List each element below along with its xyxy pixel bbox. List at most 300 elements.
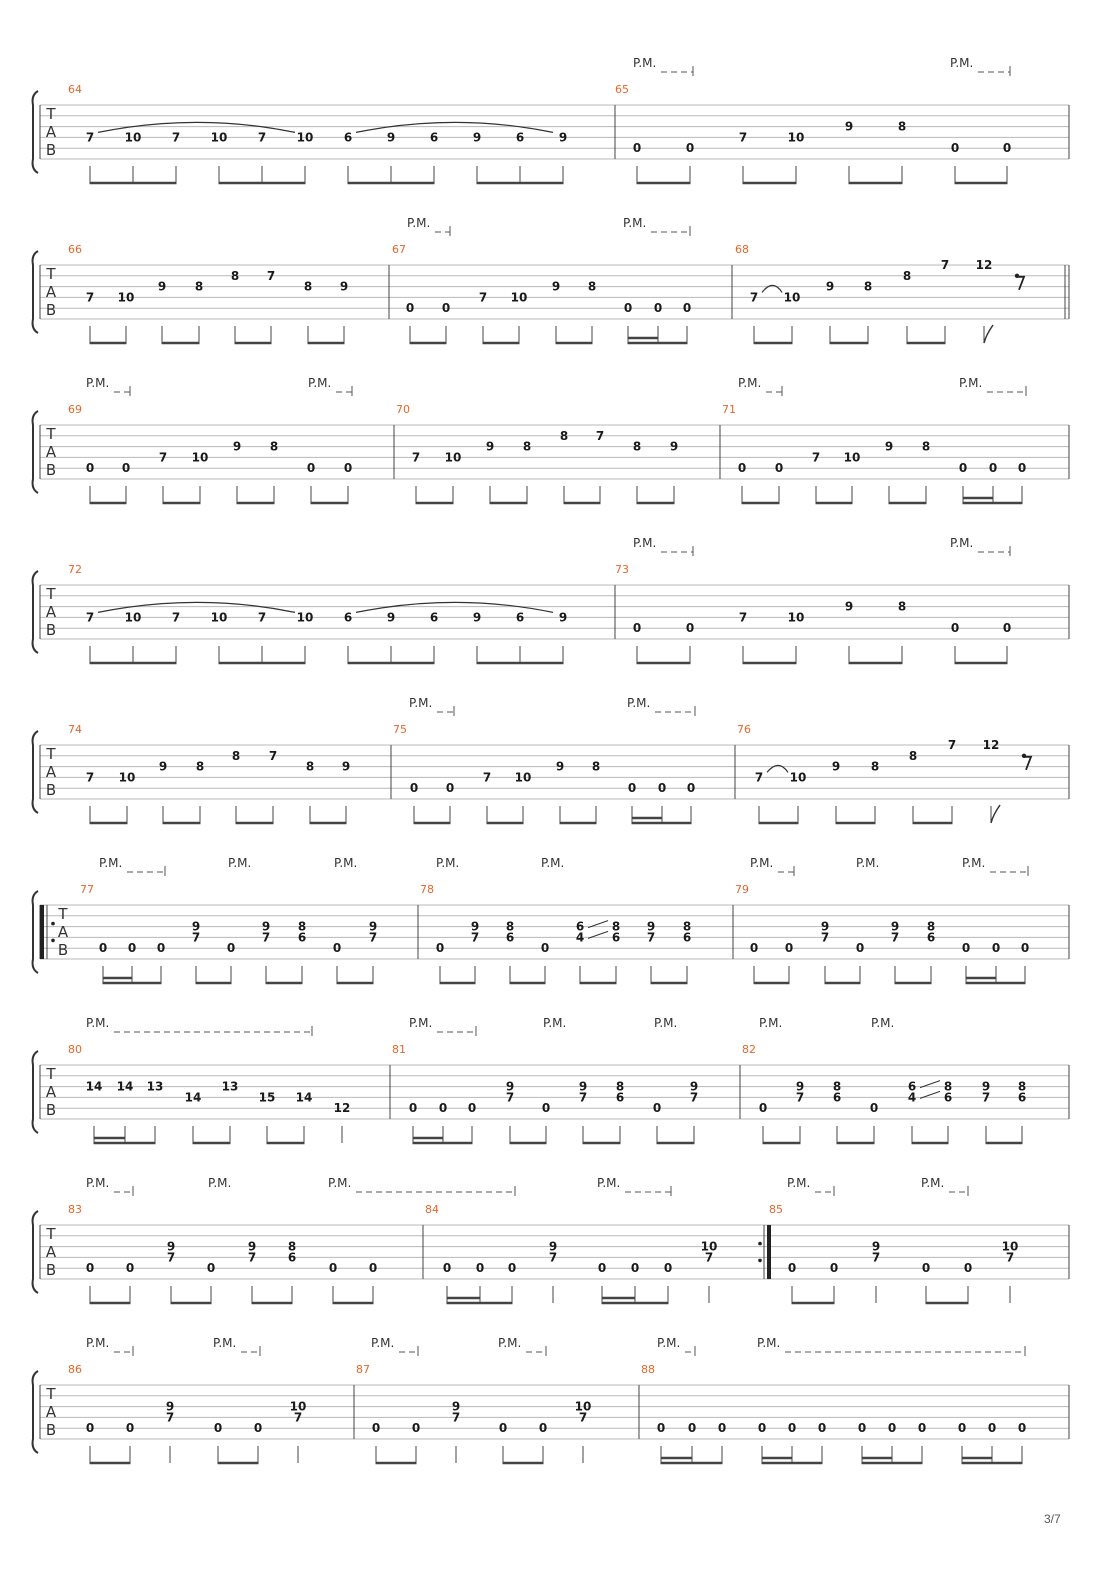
- fret-number: 9: [669, 439, 679, 454]
- eighth-rest-dot: [1015, 274, 1019, 278]
- measure-number: 81: [392, 1043, 406, 1056]
- fret-number: 9: [558, 130, 568, 145]
- fret-number: 0: [1017, 461, 1027, 476]
- fret-number: 9: [548, 1239, 558, 1254]
- fret-number: 9: [341, 759, 351, 774]
- fret-number: 7: [505, 1090, 515, 1105]
- fret-number: 0: [630, 1261, 640, 1276]
- fret-number: 10: [700, 1239, 718, 1254]
- fret-number: 14: [116, 1079, 134, 1094]
- tab-clef-letter: B: [45, 461, 57, 479]
- palm-mute-label: P.M.: [871, 1016, 895, 1030]
- fret-number: 7: [191, 930, 201, 945]
- tab-system: [33, 856, 1069, 983]
- measure-number: 77: [80, 883, 94, 896]
- tab-clef-letter: T: [58, 905, 68, 923]
- measure-number: 65: [615, 83, 629, 96]
- palm-mute-label: P.M.: [597, 1176, 621, 1190]
- fret-number: 6: [287, 1250, 297, 1265]
- fret-number: 0: [887, 1421, 897, 1436]
- fret-number: 0: [538, 1421, 548, 1436]
- tab-clef-letter: T: [46, 1385, 56, 1403]
- fret-number: 10: [1001, 1239, 1019, 1254]
- repeat-dot: [51, 939, 55, 943]
- fret-number: 0: [657, 781, 667, 796]
- palm-mute-label: P.M.: [409, 1016, 433, 1030]
- repeat-end-thick-bar: [767, 1225, 771, 1279]
- fret-number: 0: [987, 1421, 997, 1436]
- system-brace: [33, 251, 38, 333]
- note-flag: [984, 325, 993, 343]
- palm-mute-label: P.M.: [950, 56, 974, 70]
- measure-number: 83: [68, 1203, 82, 1216]
- palm-mute-label: P.M.: [86, 376, 110, 390]
- fret-number: 7: [689, 1090, 699, 1105]
- tab-system: [33, 696, 1069, 823]
- fret-number: 7: [85, 130, 95, 145]
- system-brace: [33, 1051, 38, 1133]
- measure-number: 71: [722, 403, 736, 416]
- fret-number: 9: [578, 1079, 588, 1094]
- palm-mute-label: P.M.: [921, 1176, 945, 1190]
- measure-number: 72: [68, 563, 82, 576]
- fret-number: 6: [615, 1090, 625, 1105]
- fret-number: 8: [611, 919, 621, 934]
- fret-number: 0: [758, 1101, 768, 1116]
- palm-mute-label: P.M.: [541, 856, 565, 870]
- fret-number: 6: [505, 930, 515, 945]
- tab-clef-letter: T: [46, 425, 56, 443]
- fret-number: 7: [1005, 1250, 1015, 1265]
- fret-number: 12: [975, 258, 993, 272]
- fret-number: 0: [441, 301, 451, 316]
- fret-number: 9: [646, 919, 656, 934]
- measure-number: 88: [641, 1363, 655, 1376]
- fret-number: 0: [685, 621, 695, 636]
- fret-number: 8: [194, 279, 204, 294]
- palm-mute-label: P.M.: [86, 1016, 110, 1030]
- fret-number: 0: [253, 1421, 263, 1436]
- repeat-start-thick-bar: [40, 905, 44, 959]
- fret-number: 0: [737, 461, 747, 476]
- fret-number: 14: [85, 1079, 103, 1094]
- fret-number: 8: [231, 748, 241, 763]
- tab-clef-letter: A: [45, 1403, 57, 1421]
- fret-number: 0: [950, 141, 960, 156]
- fret-number: 7: [158, 450, 168, 465]
- fret-number: 10: [787, 610, 805, 625]
- fret-number: 0: [652, 1101, 662, 1116]
- fret-number: 0: [1002, 621, 1012, 636]
- palm-mute-label: P.M.: [627, 696, 651, 710]
- fret-number: 7: [257, 610, 267, 625]
- fret-number: 9: [472, 130, 482, 145]
- tab-clef-letter: B: [57, 941, 69, 959]
- fret-number: 9: [472, 610, 482, 625]
- tab-clef-letter: A: [45, 603, 57, 621]
- tab-clef-letter: T: [46, 265, 56, 283]
- palm-mute-label: P.M.: [750, 856, 774, 870]
- fret-number: 0: [1002, 141, 1012, 156]
- fret-number: 7: [451, 1410, 461, 1425]
- note-flag: [991, 805, 1000, 823]
- fret-number: 8: [908, 748, 918, 763]
- tab-clef-letter: B: [45, 1101, 57, 1119]
- fret-number: 0: [988, 461, 998, 476]
- fret-number: 7: [578, 1090, 588, 1105]
- fret-number: 0: [869, 1101, 879, 1116]
- fret-number: 0: [784, 941, 794, 956]
- fret-number: 0: [85, 461, 95, 476]
- fret-number: 10: [124, 130, 142, 145]
- fret-number: 8: [943, 1079, 953, 1094]
- fret-number: 0: [855, 941, 865, 956]
- fret-number: 10: [510, 290, 528, 305]
- fret-number: 4: [575, 930, 585, 945]
- fret-number: 9: [157, 279, 167, 294]
- fret-number: 6: [682, 930, 692, 945]
- fret-number: 0: [507, 1261, 517, 1276]
- fret-number: 10: [210, 610, 228, 625]
- measure-number: 68: [735, 243, 749, 256]
- tab-clef-letter: A: [45, 1083, 57, 1101]
- fret-number: 8: [832, 1079, 842, 1094]
- system-brace: [33, 731, 38, 813]
- fret-number: 0: [475, 1261, 485, 1276]
- fret-number: 6: [515, 130, 525, 145]
- fret-number: 10: [789, 770, 807, 785]
- measure-number: 75: [393, 723, 407, 736]
- fret-number: 0: [757, 1421, 767, 1436]
- fret-number: 8: [863, 279, 873, 294]
- fret-number: 0: [540, 941, 550, 956]
- fret-number: 7: [266, 268, 276, 283]
- measure-number: 84: [425, 1203, 439, 1216]
- tab-clef-letter: T: [46, 1065, 56, 1083]
- fret-number: 8: [305, 759, 315, 774]
- palm-mute-label: P.M.: [787, 1176, 811, 1190]
- fret-number: 0: [409, 781, 419, 796]
- fret-number: 8: [522, 439, 532, 454]
- fret-number: 7: [820, 930, 830, 945]
- fret-number: 0: [687, 1421, 697, 1436]
- fret-number: 8: [559, 428, 569, 443]
- palm-mute-label: P.M.: [959, 376, 983, 390]
- tab-clef-letter: B: [45, 141, 57, 159]
- fret-number: 7: [595, 428, 605, 443]
- fret-number: 6: [297, 930, 307, 945]
- fret-number: 14: [184, 1090, 202, 1105]
- fret-number: 8: [287, 1239, 297, 1254]
- system-brace: [33, 91, 38, 173]
- palm-mute-label: P.M.: [757, 1336, 781, 1350]
- palm-mute-label: P.M.: [436, 856, 460, 870]
- fret-number: 14: [295, 1090, 313, 1105]
- palm-mute-label: P.M.: [962, 856, 986, 870]
- measure-number: 87: [356, 1363, 370, 1376]
- fret-number: 8: [587, 279, 597, 294]
- page-number: 3/7: [1044, 1512, 1061, 1526]
- fret-number: 10: [191, 450, 209, 465]
- tab-system: [33, 536, 1069, 663]
- fret-number: 7: [85, 290, 95, 305]
- fret-number: 7: [738, 610, 748, 625]
- fret-number: 0: [85, 1261, 95, 1276]
- fret-number: 7: [795, 1090, 805, 1105]
- fret-number: 0: [957, 1421, 967, 1436]
- fret-number: 0: [226, 941, 236, 956]
- fret-number: 9: [844, 599, 854, 614]
- fret-number: 0: [85, 1421, 95, 1436]
- measure-number: 76: [737, 723, 751, 736]
- fret-number: 0: [685, 141, 695, 156]
- fret-number: 10: [289, 1399, 307, 1414]
- fret-number: 0: [332, 941, 342, 956]
- tab-clef-letter: A: [45, 443, 57, 461]
- fret-number: 7: [749, 290, 759, 305]
- palm-mute-label: P.M.: [213, 1336, 237, 1350]
- measure-number: 67: [392, 243, 406, 256]
- system-brace: [33, 1211, 38, 1293]
- fret-number: 0: [368, 1261, 378, 1276]
- fret-number: 0: [1020, 941, 1030, 956]
- fret-number: 8: [870, 759, 880, 774]
- measure-number: 79: [735, 883, 749, 896]
- fret-number: 9: [871, 1239, 881, 1254]
- fret-number: 10: [514, 770, 532, 785]
- fret-number: 8: [303, 279, 313, 294]
- fret-number: 0: [917, 1421, 927, 1436]
- tab-clef-letter: A: [45, 1243, 57, 1261]
- system-brace: [33, 571, 38, 653]
- palm-mute-label: P.M.: [856, 856, 880, 870]
- palm-mute-label: P.M.: [308, 376, 332, 390]
- tab-clef-letter: A: [45, 763, 57, 781]
- fret-number: 0: [306, 461, 316, 476]
- fret-number: 0: [597, 1261, 607, 1276]
- fret-number: 0: [445, 781, 455, 796]
- tab-clef-letter: A: [45, 123, 57, 141]
- palm-mute-label: P.M.: [543, 1016, 567, 1030]
- measure-number: 66: [68, 243, 82, 256]
- fret-number: 8: [902, 268, 912, 283]
- fret-number: 7: [171, 130, 181, 145]
- fret-number: 7: [85, 610, 95, 625]
- fret-number: 0: [829, 1261, 839, 1276]
- fret-number: 7: [261, 930, 271, 945]
- fret-number: 8: [926, 919, 936, 934]
- fret-number: 0: [98, 941, 108, 956]
- fret-number: 6: [429, 610, 439, 625]
- fret-number: 0: [627, 781, 637, 796]
- palm-mute-label: P.M.: [407, 216, 431, 230]
- fret-number: 8: [297, 919, 307, 934]
- palm-mute-label: P.M.: [86, 1336, 110, 1350]
- tab-clef-letter: A: [57, 923, 69, 941]
- tab-clef-letter: B: [45, 621, 57, 639]
- tab-clef-letter: B: [45, 781, 57, 799]
- fret-number: 9: [890, 919, 900, 934]
- fret-number: 9: [825, 279, 835, 294]
- tab-clef-letter: A: [45, 283, 57, 301]
- fret-number: 0: [774, 461, 784, 476]
- fret-number: 0: [541, 1101, 551, 1116]
- fret-number: 8: [269, 439, 279, 454]
- tab-system: [33, 56, 1069, 183]
- tab-clef-letter: T: [46, 105, 56, 123]
- tab-clef-letter: T: [46, 745, 56, 763]
- measure-number: 69: [68, 403, 82, 416]
- fret-number: 9: [339, 279, 349, 294]
- fret-number: 7: [166, 1250, 176, 1265]
- fret-number: 9: [158, 759, 168, 774]
- fret-number: 7: [754, 770, 764, 785]
- fret-number: 8: [591, 759, 601, 774]
- fret-number: 0: [623, 301, 633, 316]
- fret-number: 7: [247, 1250, 257, 1265]
- fret-number: 9: [831, 759, 841, 774]
- fret-number: 10: [444, 450, 462, 465]
- palm-mute-label: P.M.: [99, 856, 123, 870]
- fret-number: 0: [411, 1421, 421, 1436]
- fret-number: 7: [411, 450, 421, 465]
- fret-number: 7: [940, 258, 950, 272]
- fret-number: 0: [991, 941, 1001, 956]
- tab-system: [33, 376, 1069, 503]
- fret-number: 6: [943, 1090, 953, 1105]
- fret-number: 9: [844, 119, 854, 134]
- measure-number: 85: [769, 1203, 783, 1216]
- fret-number: 7: [890, 930, 900, 945]
- measure-number: 82: [742, 1043, 756, 1056]
- fret-number: 0: [125, 1261, 135, 1276]
- repeat-dot: [51, 922, 55, 926]
- fret-number: 6: [832, 1090, 842, 1105]
- fret-number: 9: [884, 439, 894, 454]
- fret-number: 9: [505, 1079, 515, 1094]
- fret-number: 0: [343, 461, 353, 476]
- repeat-dot: [758, 1259, 762, 1263]
- fret-number: 10: [296, 130, 314, 145]
- tab-system: [33, 1336, 1069, 1463]
- palm-mute-label: P.M.: [371, 1336, 395, 1350]
- measure-number: 64: [68, 83, 82, 96]
- tab-system: [33, 1016, 1069, 1143]
- fret-number: 9: [795, 1079, 805, 1094]
- fret-number: 0: [787, 1421, 797, 1436]
- tab-clef-letter: B: [45, 1261, 57, 1279]
- fret-number: 8: [505, 919, 515, 934]
- fret-number: 0: [408, 1101, 418, 1116]
- fret-number: 9: [261, 919, 271, 934]
- fret-number: 10: [117, 290, 135, 305]
- palm-mute-label: P.M.: [623, 216, 647, 230]
- fret-number: 0: [156, 941, 166, 956]
- fret-number: 9: [386, 610, 396, 625]
- fret-number: 9: [451, 1399, 461, 1414]
- fret-number: 10: [210, 130, 228, 145]
- fret-number: 7: [171, 610, 181, 625]
- fret-number: 0: [632, 621, 642, 636]
- fret-number: 9: [166, 1239, 176, 1254]
- fret-number: 0: [749, 941, 759, 956]
- fret-number: 8: [682, 919, 692, 934]
- measure-number: 80: [68, 1043, 82, 1056]
- fret-number: 0: [787, 1261, 797, 1276]
- fret-number: 12: [982, 738, 1000, 752]
- measure-number: 78: [420, 883, 434, 896]
- fret-number: 7: [947, 738, 957, 752]
- tab-clef-letter: T: [46, 585, 56, 603]
- fret-number: 9: [232, 439, 242, 454]
- fret-number: 9: [555, 759, 565, 774]
- repeat-dot: [758, 1242, 762, 1246]
- system-brace: [33, 411, 38, 493]
- fret-number: 7: [165, 1410, 175, 1425]
- fret-number: 0: [371, 1421, 381, 1436]
- measure-number: 74: [68, 723, 82, 736]
- fret-number: 7: [981, 1090, 991, 1105]
- eighth-rest: [1017, 277, 1024, 290]
- fret-number: 6: [1017, 1090, 1027, 1105]
- fret-number: 0: [717, 1421, 727, 1436]
- fret-number: 7: [257, 130, 267, 145]
- fret-number: 0: [857, 1421, 867, 1436]
- palm-mute-label: P.M.: [654, 1016, 678, 1030]
- fret-number: 9: [558, 610, 568, 625]
- fret-number: 9: [386, 130, 396, 145]
- fret-number: 0: [328, 1261, 338, 1276]
- fret-number: 9: [485, 439, 495, 454]
- fret-number: 0: [653, 301, 663, 316]
- fret-number: 9: [368, 919, 378, 934]
- palm-mute-label: P.M.: [633, 56, 657, 70]
- fret-number: 0: [1017, 1421, 1027, 1436]
- palm-mute-label: P.M.: [738, 376, 762, 390]
- tab-clef-letter: B: [45, 301, 57, 319]
- system-brace: [33, 891, 38, 973]
- fret-number: 7: [578, 1410, 588, 1425]
- fret-number: 10: [843, 450, 861, 465]
- fret-number: 0: [467, 1101, 477, 1116]
- fret-number: 7: [293, 1410, 303, 1425]
- fret-number: 8: [897, 599, 907, 614]
- fret-number: 0: [213, 1421, 223, 1436]
- fret-number: 9: [247, 1239, 257, 1254]
- fret-number: 10: [574, 1399, 592, 1414]
- fret-number: 0: [950, 621, 960, 636]
- palm-mute-label: P.M.: [409, 696, 433, 710]
- fret-number: 0: [498, 1421, 508, 1436]
- fret-number: 7: [646, 930, 656, 945]
- fret-number: 8: [615, 1079, 625, 1094]
- fret-number: 7: [478, 290, 488, 305]
- fret-number: 13: [221, 1079, 239, 1094]
- fret-number: 6: [343, 610, 353, 625]
- fret-number: 9: [689, 1079, 699, 1094]
- fret-number: 6: [515, 610, 525, 625]
- fret-number: 0: [963, 1261, 973, 1276]
- fret-number: 10: [124, 610, 142, 625]
- fret-number: 0: [663, 1261, 673, 1276]
- fret-number: 9: [981, 1079, 991, 1094]
- fret-number: 7: [85, 770, 95, 785]
- fret-number: 9: [165, 1399, 175, 1414]
- fret-number: 0: [632, 141, 642, 156]
- eighth-rest: [1024, 757, 1031, 770]
- fret-number: 8: [230, 268, 240, 283]
- fret-number: 10: [118, 770, 136, 785]
